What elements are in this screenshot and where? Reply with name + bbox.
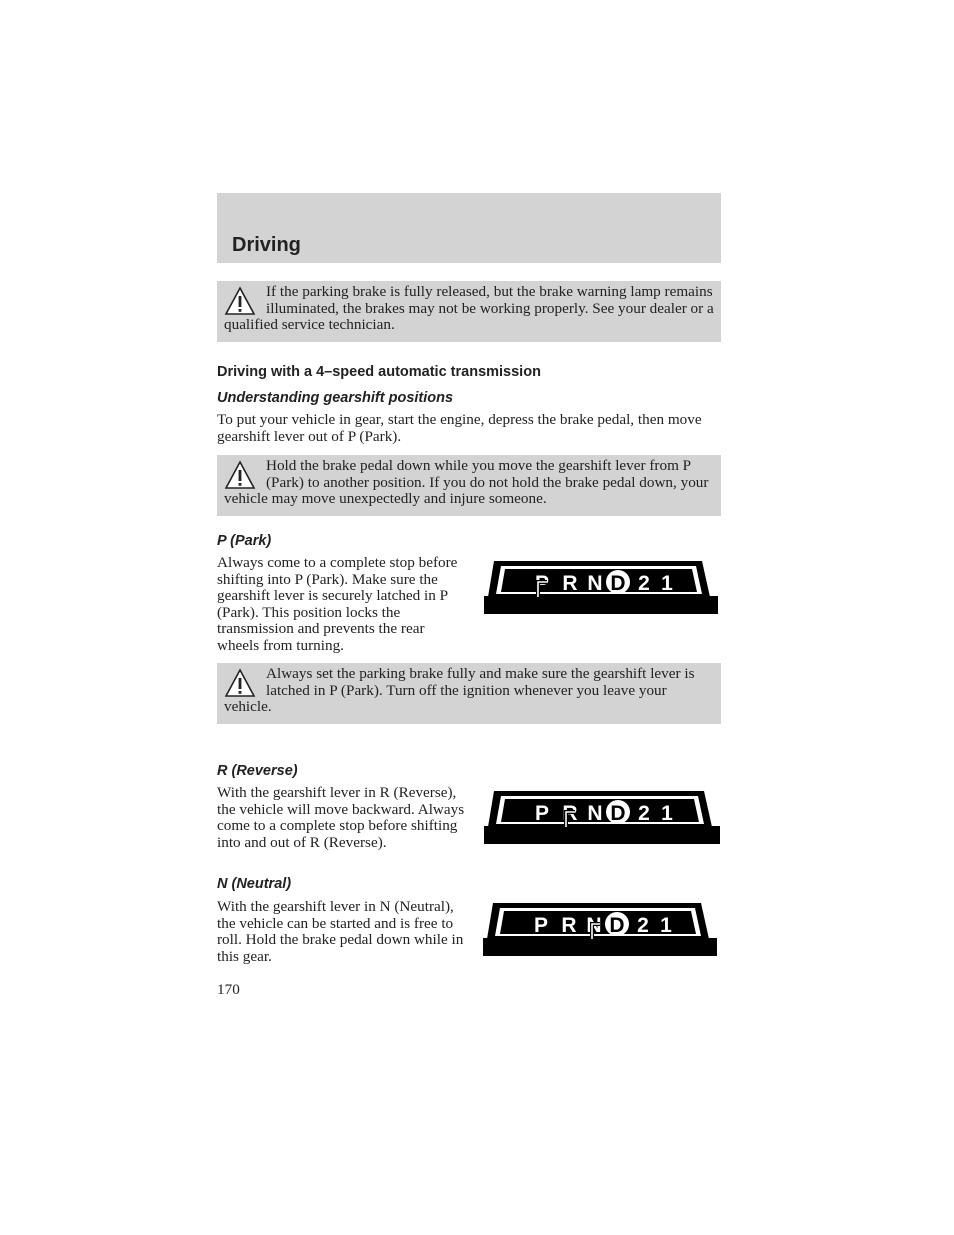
reverse-title: R (Reverse) [217,763,298,779]
warning-triangle-icon [224,460,256,490]
park-paragraph: Always come to a complete stop before shifting into P (Park). Make sure the gearshift lever is securely latched in P (Park). This position locks the transmission and prevents the rear wheels from turning. [217,554,458,654]
neutral-title: N (Neutral) [217,876,292,892]
gear-label-p: P [534,802,550,825]
gear-label-p: P [533,914,549,937]
intro-paragraph: To put your vehicle in gear, start the engine, depress the brake pedal, then move gearshift lever out of P (Park). [217,411,702,445]
warning-triangle-icon [224,286,256,316]
gear-indicator-park [484,561,718,615]
gear-label-d: D [609,914,625,937]
subsection-title: Understanding gearshift positions [217,390,454,406]
warning-box-brake-pedal [217,455,721,516]
gear-label-r: R [561,914,577,937]
gear-label-p: P [534,572,550,595]
gear-label-d: D [610,802,626,825]
page-title: Driving [232,234,301,256]
gear-indicator-icon [483,903,717,957]
gear-label-n: N [587,572,603,595]
gear-label-2: 2 [638,802,650,825]
park-title: P (Park) [217,533,272,549]
section-header-band [217,193,721,263]
gear-label-2: 2 [637,914,649,937]
gear-indicator-neutral [483,903,717,957]
gear-indicator-reverse [484,791,720,845]
gear-label-n: N [586,914,602,937]
gear-label-2: 2 [638,572,650,595]
gear-label-n: N [587,802,603,825]
gear-label-1: 1 [660,914,672,937]
gear-label-1: 1 [661,802,673,825]
gear-label-1: 1 [661,572,673,595]
warning-text: Always set the parking brake fully and make sure the gearshift lever is latched in P (Park). Turn off the ignition whenever you leave your vehicle. [224,665,695,715]
warning-text: Hold the brake pedal down while you move the gearshift lever from P (Park) to another position. If you do not hold the brake pedal down, your vehicle may move unexpectedly and injure someone. [224,457,709,507]
gear-indicator-icon [484,791,720,845]
warning-text: If the parking brake is fully released, but the brake warning lamp remains illuminated, the brakes may not be working properly. See your dealer or a qualified service technician. [224,283,714,333]
warning-box-park-latch [217,663,721,724]
page-number: 170 [217,981,240,998]
section-title: Driving with a 4–speed automatic transmission [217,364,541,380]
warning-box-brake-lamp [217,281,721,342]
gear-label-r: R [562,572,578,595]
warning-triangle-icon [224,668,256,698]
gear-label-r: R [562,802,578,825]
gear-label-d: D [610,572,626,595]
gear-indicator-icon [484,561,718,615]
neutral-paragraph: With the gearshift lever in N (Neutral), the vehicle can be started and is free to roll. Hold the brake pedal down while in this gear. [217,898,464,965]
reverse-paragraph: With the gearshift lever in R (Reverse), the vehicle will move backward. Always come to a complete stop before shifting into and out of R (Reverse). [217,784,465,851]
